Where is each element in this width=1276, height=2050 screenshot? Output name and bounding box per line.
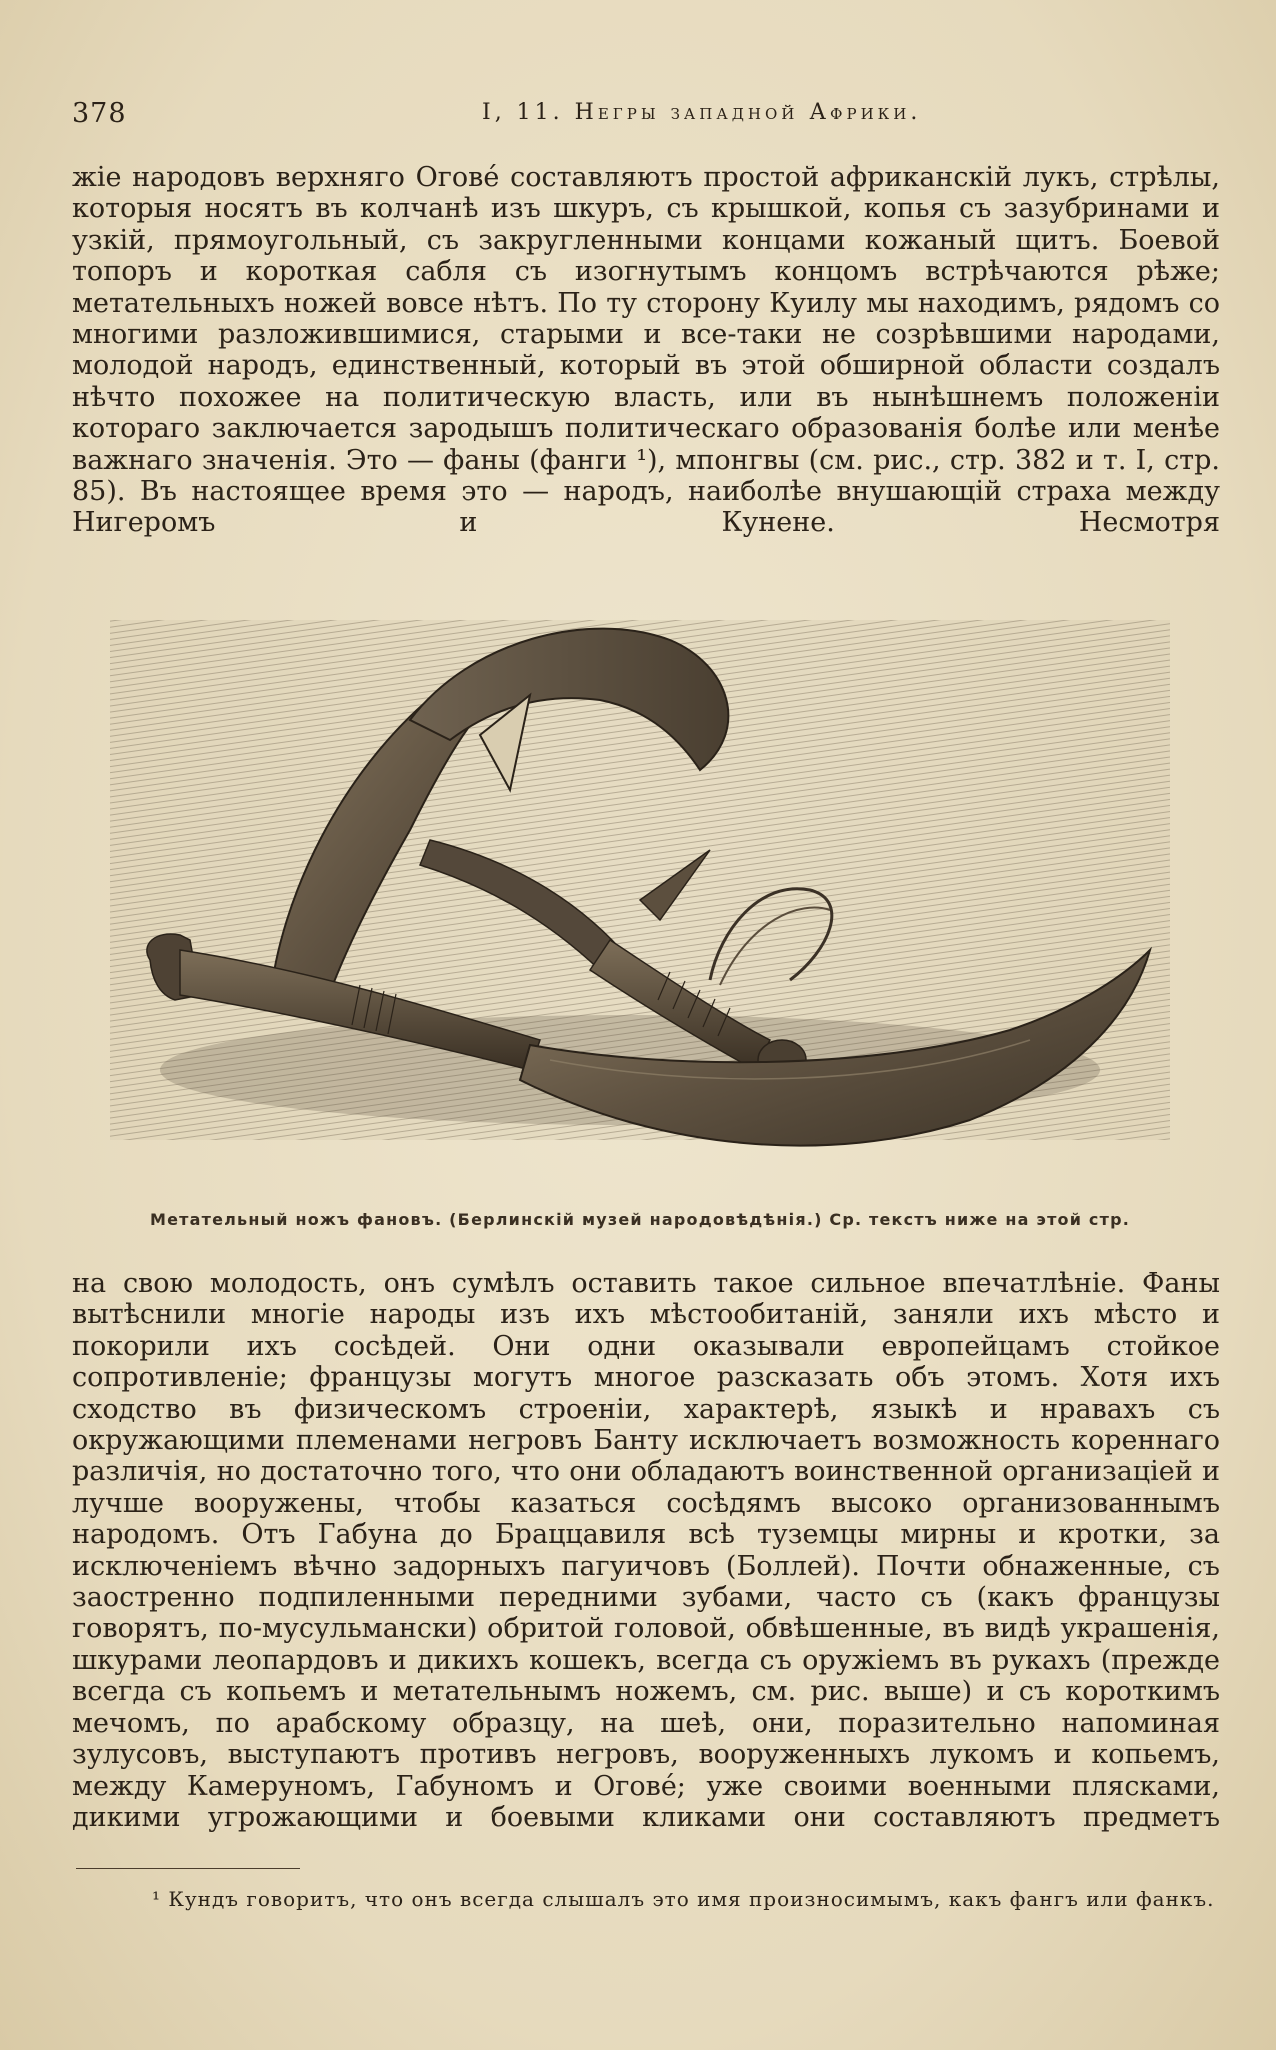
figure-caption: Метательный ножъ фановъ. (Берлинскій музей народовѣдѣнія.) Ср. текстъ ниже на этой стр. [149, 1210, 1131, 1229]
page-number: 378 [72, 98, 127, 129]
paragraph-bottom: на свою молодость, онъ сумѣлъ оставить такое сильное впечатлѣніе. Фаны вытѣснили многіе народы изъ ихъ мѣстообитаній, заняли ихъ мѣсто и покорили ихъ сосѣдей. Они одни оказывали европейцамъ стойкое сопротивленіе; французы могутъ многое разсказать объ этомъ. Хотя ихъ сходство въ физическомъ строеніи, характерѣ, языкѣ и нравахъ съ окружающими племенами негровъ Банту исключаетъ возможность кореннаго различія, но достаточно того, что они обладаютъ воинственной организаціей и лучше вооружены, чтобы казаться сосѣдямъ высоко организованнымъ народомъ. Отъ Габуна до Браццавиля всѣ туземцы мирны и кротки, за исключеніемъ вѣчно задорныхъ пагуичовъ (Боллей). Почти обнаженные, съ заостренно подпиленными передними зубами, часто съ (какъ французы говорятъ, по-мусульмански) обритой головой, обвѣшенные, въ видѣ украшенія, шкурами леопардовъ и дикихъ кошекъ, всегда съ оружіемъ въ рукахъ (прежде всегда съ копьемъ и метательнымъ ножемъ, см. рис. выше) и съ короткимъ мечомъ, по арабскому образцу, на шеѣ, они, поразительно напоминая зулусовъ, выступаютъ противъ негровъ, вооруженныхъ лукомъ и копьемъ, между Камеруномъ, Габуномъ и Огове́; уже своими военными плясками, дикими угрожающими и боевыми кликами они составляютъ предметъ [72, 1268, 1220, 1833]
throwing-knife-icon [110, 600, 1170, 1200]
footnote: ¹ Кундъ говоритъ, что онъ всегда слышалъ это имя произносимымъ, какъ фангъ или фанкъ. [152, 1887, 1215, 1911]
running-title: I, 11. Негры западной Африки. [482, 100, 922, 125]
footnote-divider [76, 1868, 300, 1869]
paragraph-top: жіе народовъ верхняго Огове́ составляютъ простой африканскій лукъ, стрѣлы, которыя носятъ въ колчанѣ изъ шкуръ, съ крышкой, копья съ зазубринами и узкій, прямоугольный, съ закругленными концами кожаный щитъ. Боевой топоръ и короткая сабля съ изогнутымъ концомъ встрѣчаются рѣже; метательныхъ ножей вовсе нѣтъ. По ту сторону Куилу мы находимъ, рядомъ со многими разложившимися, старыми и все-таки не созрѣвшими народами, молодой народъ, единственный, который въ этой обширной области создалъ нѣчто похожее на политическую власть, или въ нынѣшнемъ положеніи котораго заключается зародышъ политическаго образованія болѣе или менѣе важнаго значенія. Это — фаны (фанги ¹), мпонгвы (см. рис., стр. 382 и т. I, стр. 85). Въ настоящее время это — народъ, наиболѣе внушающій страха между Нигеромъ и Кунене. Несмотря [72, 162, 1220, 539]
running-head [72, 98, 1212, 138]
throwing-knife-illustration [110, 600, 1170, 1200]
